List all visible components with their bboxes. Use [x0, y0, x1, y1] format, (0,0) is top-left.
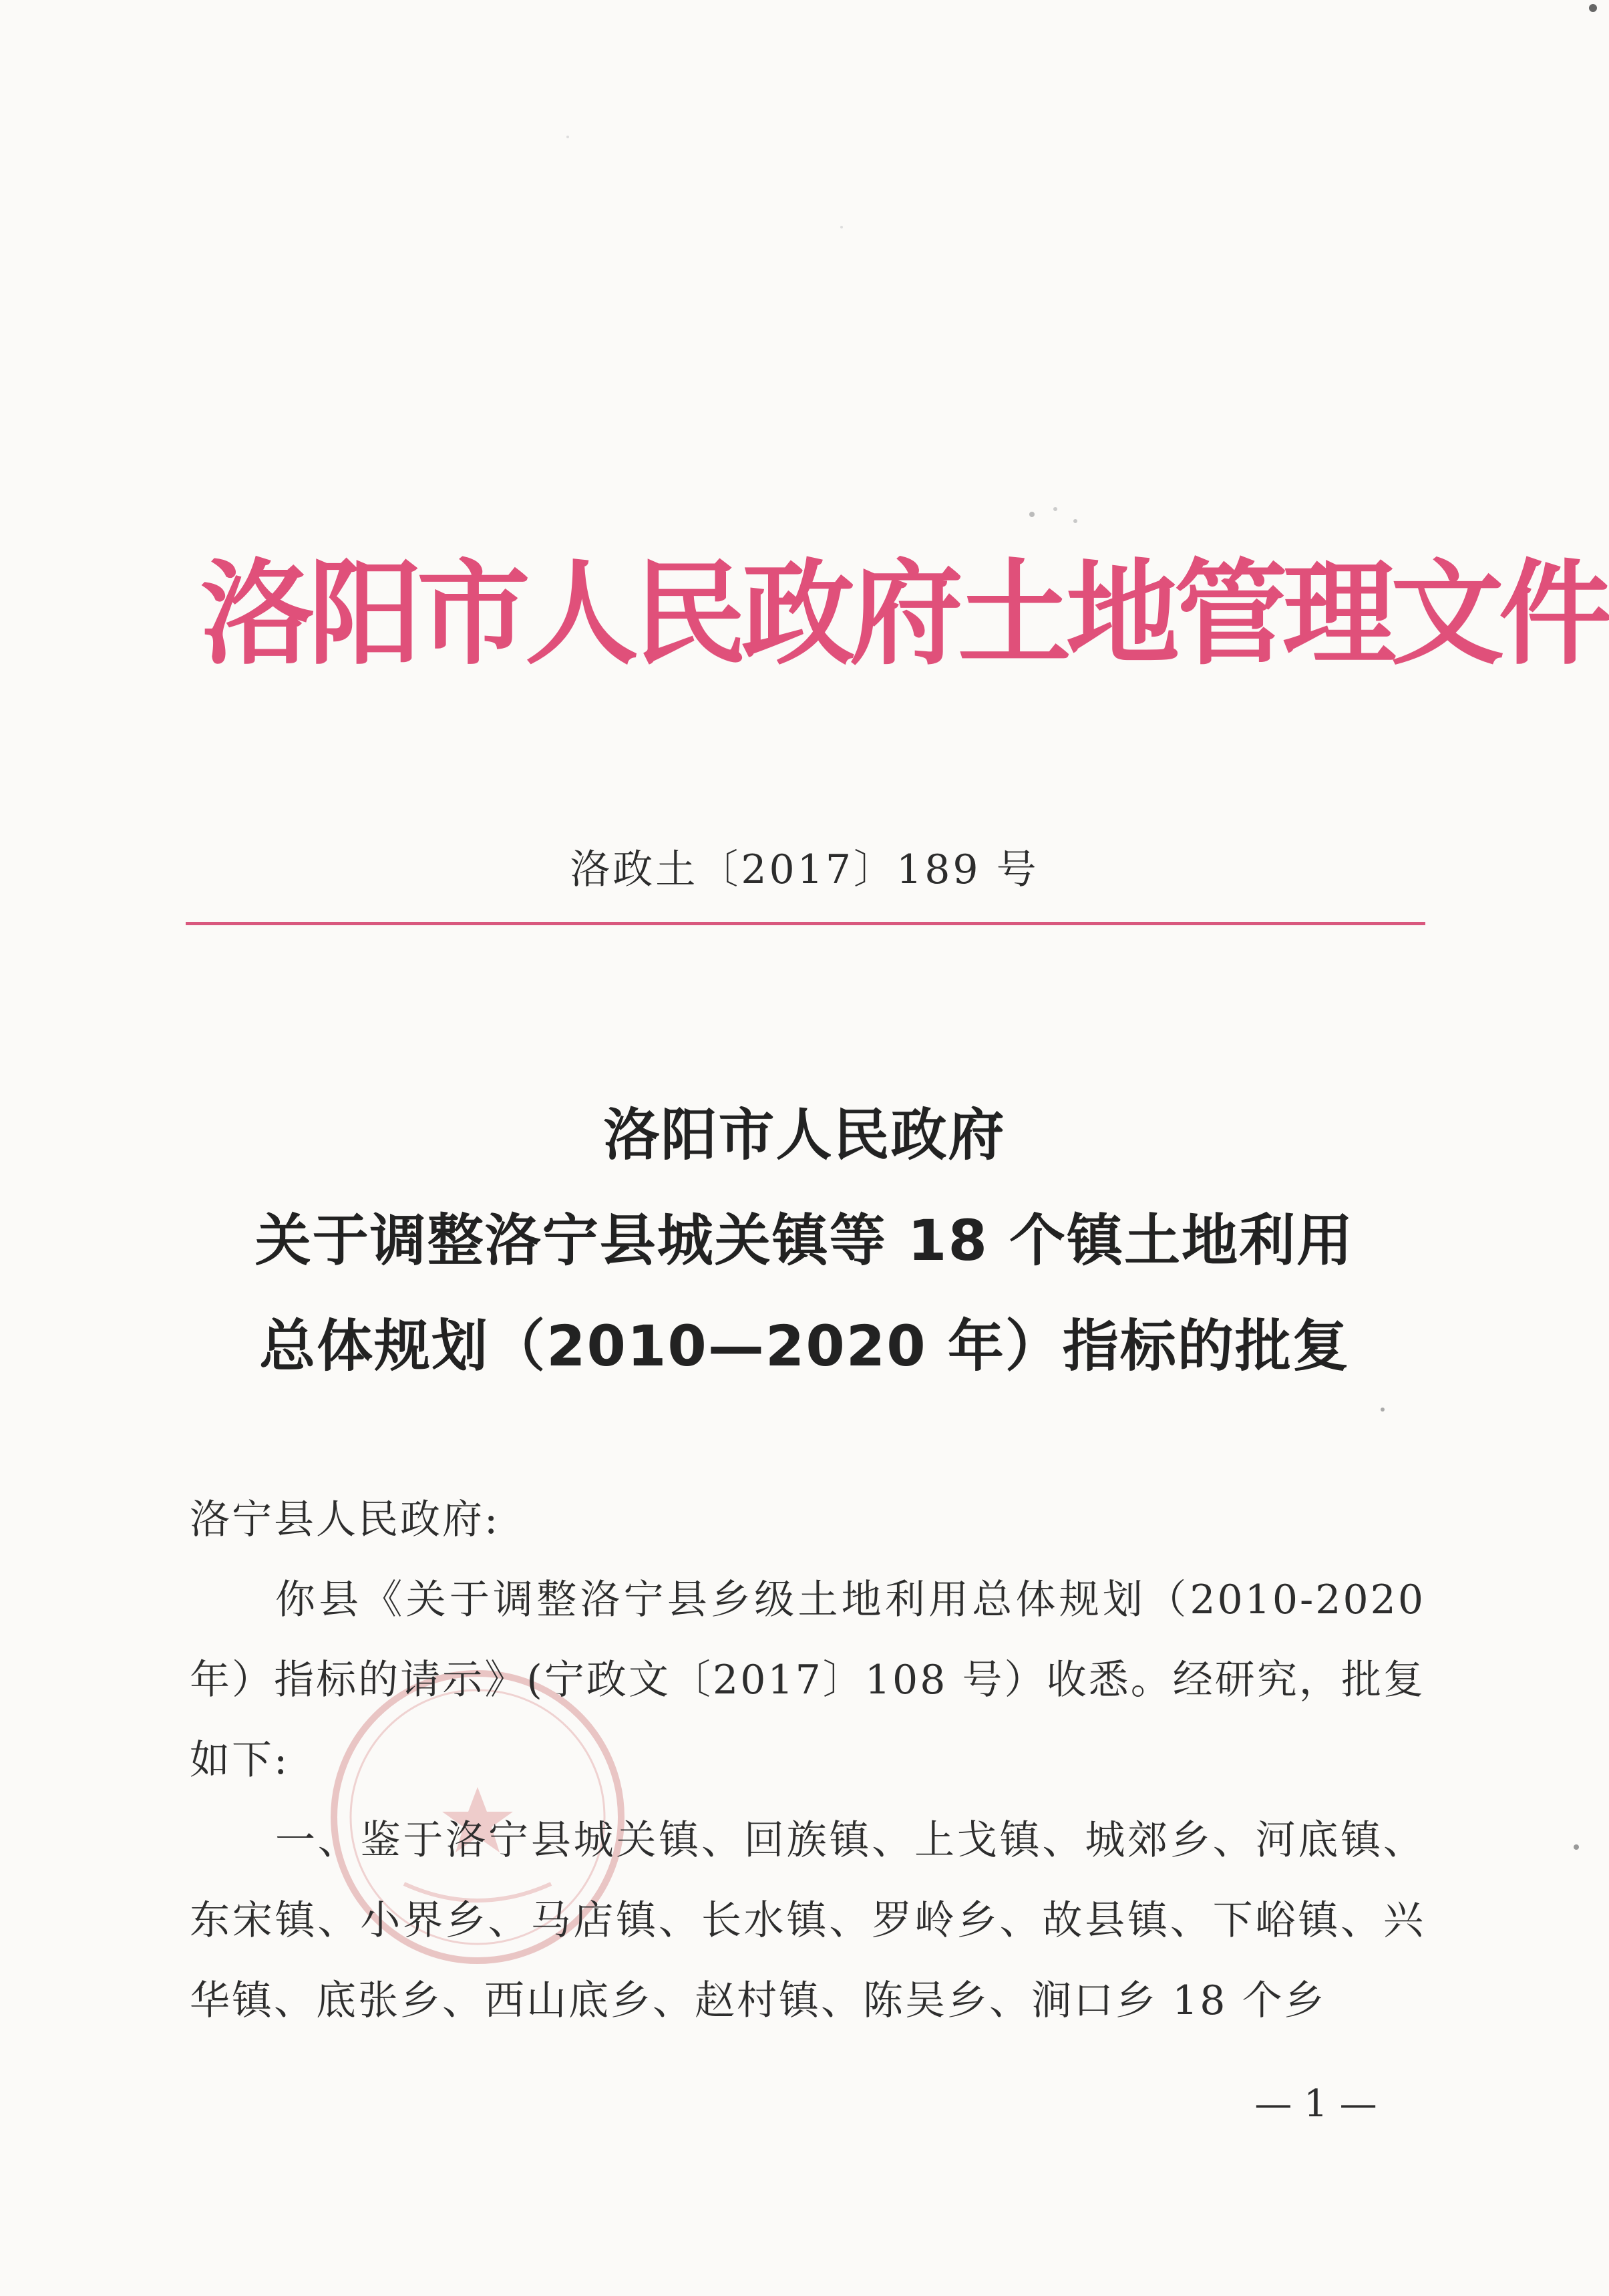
- body-paragraph-2: 一、鉴于洛宁县城关镇、回族镇、上戈镇、城郊乡、河底镇、东宋镇、小界乡、马店镇、长水镇、罗岭乡、故县镇、下峪镇、兴华镇、底张乡、西山底乡、赵村镇、陈吴乡、涧口乡 18 个乡: [190, 1817, 1425, 2024]
- page-number: — 1 —: [1254, 2082, 1377, 2126]
- body-paragraph-1: 你县《关于调整洛宁县乡级土地利用总体规划（2010-2020年）指标的请示》(宁政文〔2017〕108 号）收悉。经研究，批复如下:: [190, 1577, 1425, 1784]
- document-title: [134, 1082, 1475, 1399]
- document-body: [190, 1480, 1425, 2041]
- red-divider-rule: [186, 922, 1425, 925]
- masthead-title: 洛阳市人民政府土地管理文件: [200, 548, 1608, 681]
- title-line-2: 关于调整洛宁县城关镇等 18 个镇土地利用: [254, 1208, 1355, 1273]
- title-line-1: 洛阳市人民政府: [603, 1102, 1006, 1168]
- salutation: 洛宁县人民政府:: [190, 1496, 500, 1543]
- document-number: 洛政土〔2017〕189 号: [570, 846, 1039, 893]
- title-line-3: 总体规划（2010—2020 年）指标的批复: [259, 1313, 1350, 1379]
